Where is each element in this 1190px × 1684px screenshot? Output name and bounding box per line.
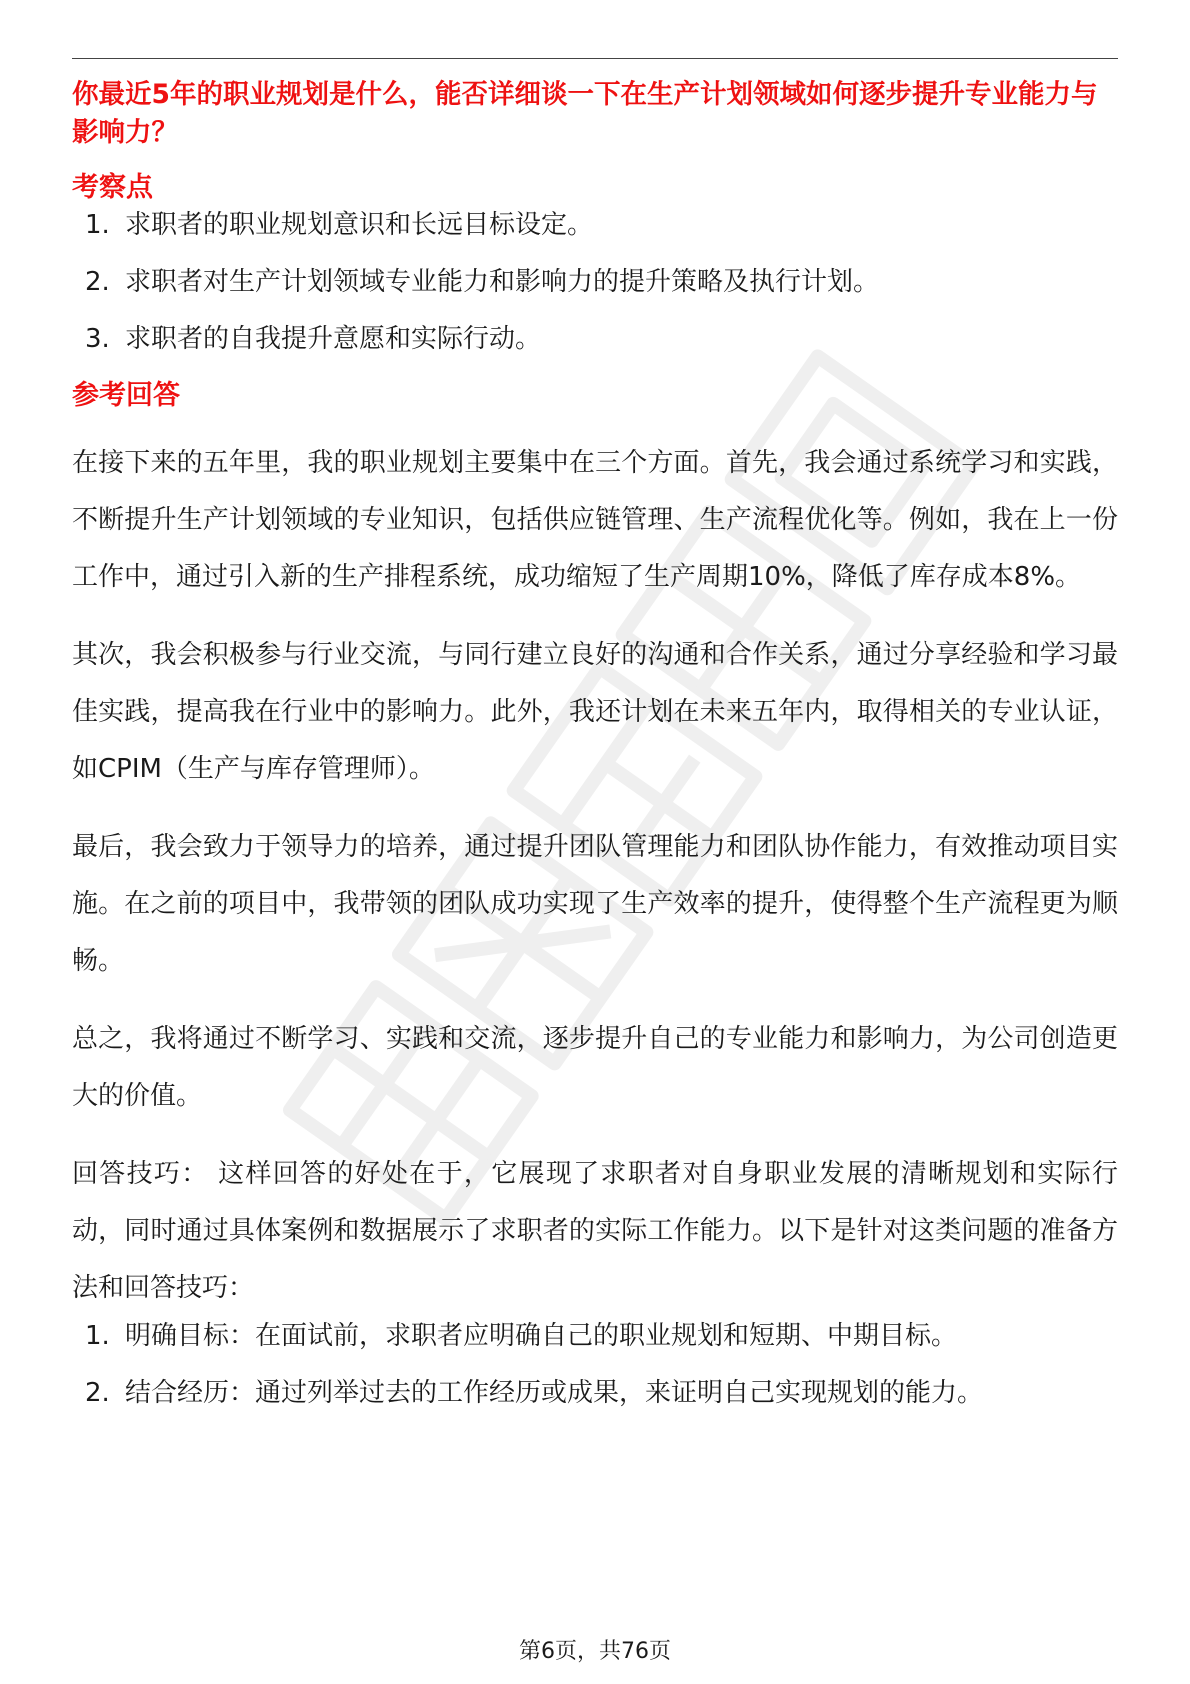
answer-paragraph: 在接下来的五年里，我的职业规划主要集中在三个方面。首先，我会通过系统学习和实践，不断提升生产计划领域的专业知识，包括供应链管理、生产流程优化等。例如，我在上一份工作中，通过引入新的生产排程系统，成功缩短了生产周期10%，降低了库存成本8%。 bbox=[72, 448, 1118, 592]
list-item bbox=[72, 320, 1118, 358]
list-item-text: 求职者对生产计划领域专业能力和影响力的提升策略及执行计划。 bbox=[125, 267, 880, 297]
answer-tips-paragraph: 回答技巧： 这样回答的好处在于，它展现了求职者对自身职业发展的清晰规划和实际行动，同时通过具体案例和数据展示了求职者的实际工作能力。以下是针对这类问题的准备方法和回答技巧： bbox=[72, 1159, 1118, 1303]
reference-answer-heading: 参考回答 bbox=[72, 380, 180, 411]
list-item-text: 结合经历：通过列举过去的工作经历或成果，来证明自己实现规划的能力。 bbox=[125, 1378, 984, 1408]
list-item bbox=[72, 263, 1118, 301]
document-body bbox=[72, 76, 1118, 1412]
exam-points-list bbox=[72, 206, 1118, 358]
list-item bbox=[72, 206, 1118, 244]
question-title: 你最近5年的职业规划是什么，能否详细谈一下在生产计划领域如何逐步提升专业能力与影响力？ bbox=[72, 79, 1098, 148]
list-number: 3. bbox=[85, 324, 110, 354]
answer-paragraph: 其次，我会积极参与行业交流，与同行建立良好的沟通和合作关系，通过分享经验和学习最佳实践，提高我在行业中的影响力。此外，我还计划在未来五年内，取得相关的专业认证，如CPIM（生产与库存管理师）。 bbox=[72, 640, 1118, 784]
list-number: 1. bbox=[85, 210, 110, 240]
list-item-text: 明确目标：在面试前，求职者应明确自己的职业规划和短期、中期目标。 bbox=[125, 1321, 958, 1351]
list-item-text: 求职者的职业规划意识和长远目标设定。 bbox=[125, 210, 594, 240]
list-item-text: 求职者的自我提升意愿和实际行动。 bbox=[125, 324, 542, 354]
page-footer: 第6页，共76页 bbox=[519, 1639, 671, 1664]
list-number: 1. bbox=[85, 1321, 110, 1351]
top-divider bbox=[72, 58, 1118, 59]
list-item bbox=[72, 1317, 1118, 1355]
tips-list bbox=[72, 1317, 1118, 1412]
list-number: 2. bbox=[85, 1378, 110, 1408]
exam-points-heading: 考察点 bbox=[72, 172, 153, 203]
list-number: 2. bbox=[85, 267, 110, 297]
answer-paragraph: 总之，我将通过不断学习、实践和交流，逐步提升自己的专业能力和影响力，为公司创造更大的价值。 bbox=[72, 1024, 1118, 1111]
answer-paragraph: 最后，我会致力于领导力的培养，通过提升团队管理能力和团队协作能力，有效推动项目实施。在之前的项目中，我带领的团队成功实现了生产效率的提升，使得整个生产流程更为顺畅。 bbox=[72, 832, 1118, 976]
list-item bbox=[72, 1374, 1118, 1412]
